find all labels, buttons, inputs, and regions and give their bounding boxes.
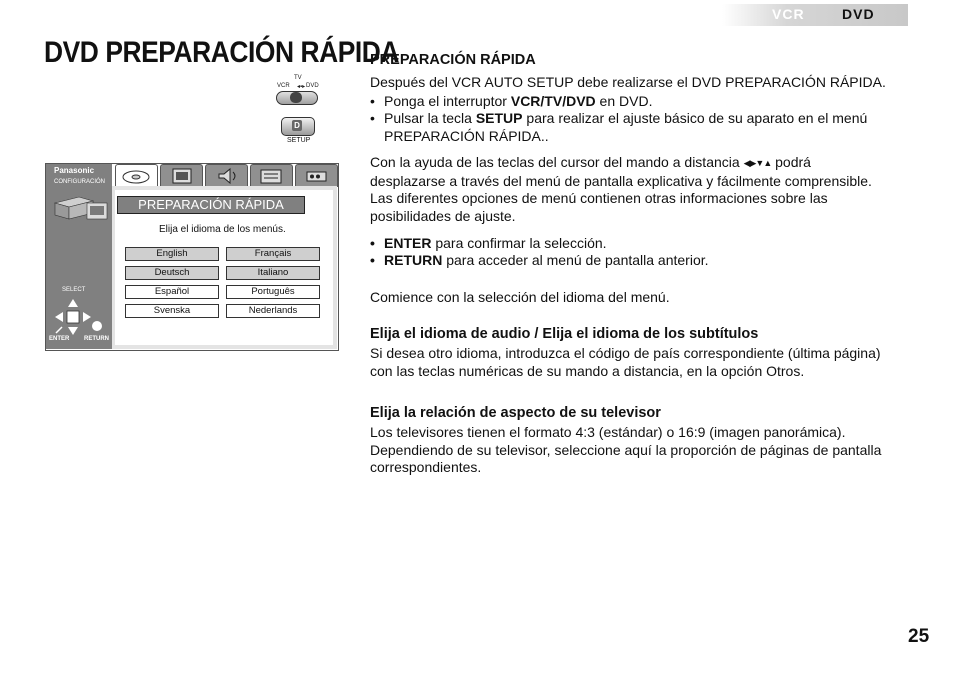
return-label: RETURN <box>84 336 109 342</box>
step-switch: • Ponga el interruptor VCR/TV/DVD en DVD. <box>370 93 653 109</box>
bullet-icon: • <box>370 235 375 251</box>
bullet-icon: • <box>370 110 375 126</box>
enter-instruction: • ENTER para confirmar la selección. <box>370 235 607 251</box>
setup-label: SETUP <box>287 137 311 144</box>
enter-label: ENTER <box>49 336 70 342</box>
vcr-tab-label: VCR <box>772 6 805 22</box>
return-instruction: • RETURN para acceder al menú de pantalla anterior. <box>370 252 709 268</box>
language-option-nederlands[interactable]: Nederlands <box>226 304 320 318</box>
section-heading-aspect-ratio: Elija la relación de aspecto de su televisor <box>370 405 661 421</box>
section-heading-audio-subtitles: Elija el idioma de audio / Elija el idioma de los subtítulos <box>370 326 759 342</box>
speaker-icon <box>206 165 247 187</box>
language-option-francais[interactable]: Français <box>226 247 320 261</box>
tab-disc[interactable] <box>115 164 158 187</box>
tab-picture[interactable] <box>160 164 203 187</box>
switch-tv-label: TV <box>294 75 302 81</box>
switch-vcr-label: VCR <box>277 83 290 89</box>
bullet-icon: • <box>370 252 375 268</box>
devices-icon <box>53 193 109 223</box>
select-label: SELECT <box>62 287 86 293</box>
language-option-italiano[interactable]: Italiano <box>226 266 320 280</box>
tab-audio[interactable] <box>205 164 248 187</box>
switch-knob <box>290 92 302 103</box>
page-title: DVD PREPARACIÓN RÁPIDA <box>44 36 400 69</box>
aspect-paragraph: Los televisores tienen el formato 4:3 (estándar) o 16:9 (imagen panorámica). Dependiendo de su televisor, seleccione aquí la proporción de páginas de pantalla correspondientes. <box>370 424 882 475</box>
language-option-svenska[interactable]: Svenska <box>125 304 219 318</box>
display-settings-icon <box>251 165 292 187</box>
bullet-icon: • <box>370 93 375 109</box>
disc-icon <box>116 165 157 187</box>
language-option-portugues[interactable]: Português <box>226 285 320 299</box>
tab-other[interactable] <box>295 164 338 187</box>
switch-dvd-label: DVD <box>306 83 319 89</box>
brand-logo: Panasonic <box>54 166 95 175</box>
intro-paragraph: Después del VCR AUTO SETUP debe realizarse el DVD PREPARACIÓN RÁPIDA. <box>370 74 886 90</box>
tab-display[interactable] <box>250 164 293 187</box>
cursor-arrows-icon: ◀▶▼▲ <box>743 158 772 168</box>
menu-prompt: Elija el idioma de los menús. <box>159 224 286 235</box>
language-option-espanol[interactable]: Español <box>125 285 219 299</box>
tv-icon <box>161 165 202 187</box>
mode-tab-strip <box>722 4 908 26</box>
switch-arrows-icon: ◂▪▸ <box>297 84 306 90</box>
audio-paragraph: Si desea otro idioma, introduzca el código de país correspondiente (última página) con las teclas numéricas de su mando a distancia, en la opción Otros. <box>370 345 881 379</box>
other-settings-icon <box>296 165 337 187</box>
start-instruction: Comience con la selección del idioma del menú. <box>370 289 670 305</box>
section-label: CONFIGURACIÓN <box>54 179 105 185</box>
step-setup: • Pulsar la tecla SETUP para realizar el ajuste básico de su aparato en el menú PREPARACIÓN RÁPIDA.. <box>370 110 868 144</box>
language-option-english[interactable]: English <box>125 247 219 261</box>
section-heading-quick-setup: PREPARACIÓN RÁPIDA <box>370 52 536 68</box>
language-option-deutsch[interactable]: Deutsch <box>125 266 219 280</box>
dvd-tab-label: DVD <box>842 6 875 22</box>
setup-key-icon: D <box>292 120 302 131</box>
cursor-paragraph: Con la ayuda de las teclas del cursor del mando a distancia ◀▶▼▲ podrá desplazarse a través del menú de pantalla explicativa y fácilmente comprensible. Las diferentes opciones de menú contienen otras informaciones sobre las posibilidades de ajuste. <box>370 154 872 224</box>
menu-title: PREPARACIÓN RÁPIDA <box>117 196 305 214</box>
navigation-pad-icon <box>52 297 106 337</box>
page-number: 25 <box>908 626 930 647</box>
